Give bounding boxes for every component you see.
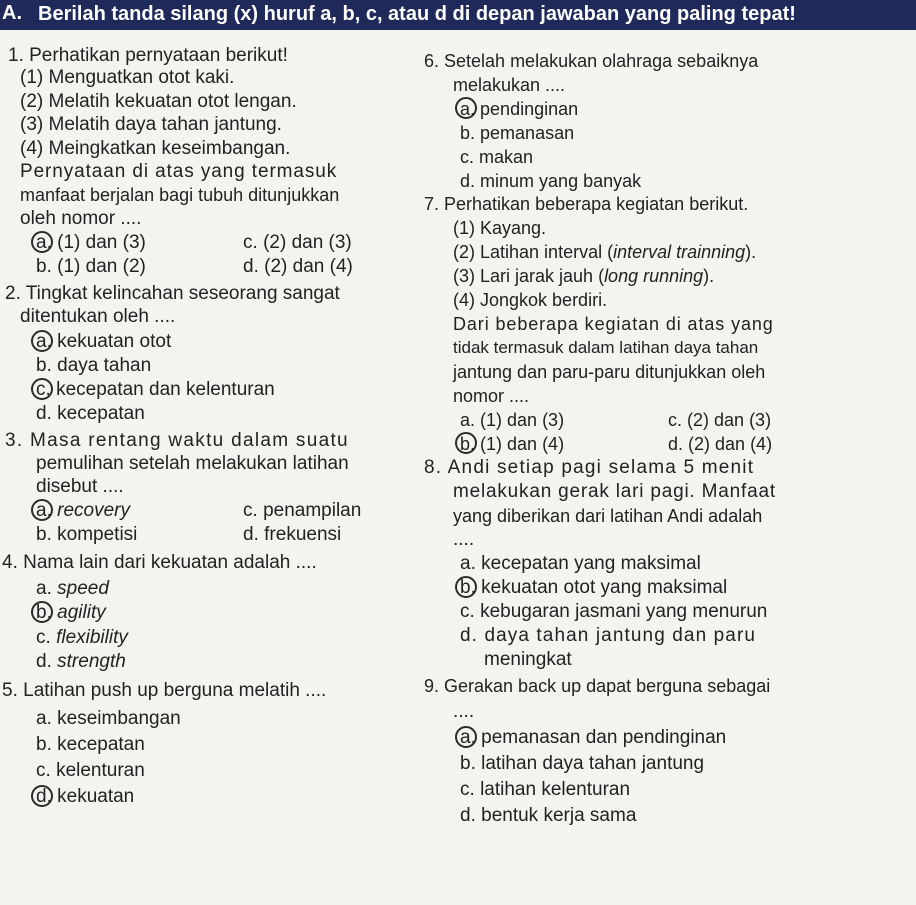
option-a[interactable]: a. pendinginan — [460, 99, 579, 119]
option-c[interactable]: c. kelenturan — [36, 760, 145, 781]
instruction-text: Berilah tanda silang (x) huruf a, b, c, atau d di depan jawaban yang paling tepat! — [38, 3, 796, 25]
statement-item: (2) Latihan interval (interval trainning). — [453, 242, 757, 262]
option-b[interactable]: b. (1) dan (4) — [460, 434, 565, 454]
option-b[interactable]: b. latihan daya tahan jantung — [460, 753, 705, 774]
option-d[interactable]: d. kecepatan — [36, 403, 145, 424]
question-stem: 3. Masa rentang waktu dalam suatu — [5, 430, 349, 451]
question-text: Dari beberapa kegiatan di atas yang — [453, 314, 774, 334]
statement-item: (3) Melatih daya tahan jantung. — [20, 114, 282, 135]
option-a[interactable]: a. kecepatan yang maksimal — [460, 553, 701, 574]
option-d[interactable]: d. kekuatan — [36, 786, 135, 807]
option-c[interactable]: c. latihan kelenturan — [460, 779, 631, 800]
option-d[interactable]: d. strength — [36, 651, 126, 672]
option-b[interactable]: b. daya tahan — [36, 355, 152, 376]
question-stem: 1. Perhatikan pernyataan berikut! — [8, 45, 288, 66]
option-b[interactable]: b. kekuatan otot yang maksimal — [460, 577, 728, 598]
statement-item: (3) Lari jarak jauh (long running). — [453, 266, 715, 286]
option-d[interactable]: d. (2) dan (4) — [668, 434, 773, 454]
question-stem: 6. Setelah melakukan olahraga sebaiknya — [424, 51, 759, 71]
answer-circle-mark: b. — [460, 577, 476, 598]
question-stem: 5. Latihan push up berguna melatih .... — [2, 680, 327, 701]
option-b[interactable]: b. (1) dan (2) — [36, 256, 146, 277]
answer-circle-mark: b. — [36, 602, 52, 623]
question-text: Pernyataan di atas yang termasuk — [20, 161, 338, 182]
option-c[interactable]: c. (2) dan (3) — [243, 232, 352, 253]
question-stem: 9. Gerakan back up dapat berguna sebagai — [424, 676, 771, 696]
question-stem: 2. Tingkat kelincahan seseorang sangat — [5, 283, 340, 304]
question-text: yang diberikan dari latihan Andi adalah — [453, 506, 763, 526]
answer-circle-mark: a. — [460, 99, 476, 119]
answer-circle-mark: a. — [36, 500, 52, 521]
question-text: tidak termasuk dalam latihan daya tahan — [453, 338, 759, 357]
option-b[interactable]: b. pemanasan — [460, 123, 575, 143]
option-c[interactable]: c. flexibility — [36, 627, 128, 648]
option-a[interactable]: a. (1) dan (3) — [460, 410, 565, 430]
option-d[interactable]: d. daya tahan jantung dan paru — [460, 625, 757, 646]
statement-item: (1) Menguatkan otot kaki. — [20, 67, 235, 88]
option-b[interactable]: b. agility — [36, 602, 106, 623]
option-a[interactable]: a. speed — [36, 578, 109, 599]
statement-item: (2) Melatih kekuatan otot lengan. — [20, 91, 297, 112]
question-text: jantung dan paru-paru ditunjukkan oleh — [453, 362, 766, 382]
option-c[interactable]: c. penampilan — [243, 500, 362, 521]
answer-circle-mark: a. — [36, 232, 52, 253]
statement-item: (4) Meingkatkan keseimbangan. — [20, 138, 291, 159]
option-c[interactable]: c. kebugaran jasmani yang menurun — [460, 601, 768, 622]
question-text: ditentukan oleh .... — [20, 306, 176, 327]
question-stem: 4. Nama lain dari kekuatan adalah .... — [2, 552, 317, 573]
option-b[interactable]: b. kecepatan — [36, 734, 145, 755]
option-d[interactable]: d. (2) dan (4) — [243, 256, 353, 277]
option-d-continuation: meningkat — [484, 649, 572, 670]
option-a[interactable]: a. recovery — [36, 500, 130, 521]
statement-item: (4) Jongkok berdiri. — [453, 290, 608, 310]
option-c[interactable]: c. kecepatan dan kelenturan — [36, 379, 275, 400]
section-letter: A. — [2, 2, 22, 24]
option-a[interactable]: a. pemanasan dan pendinginan — [460, 727, 727, 748]
option-b[interactable]: b. kompetisi — [36, 524, 138, 545]
option-d[interactable]: d. frekuensi — [243, 524, 342, 545]
question-text: pemulihan setelah melakukan latihan — [36, 453, 349, 474]
option-a[interactable]: a. (1) dan (3) — [36, 232, 146, 253]
question-text: nomor .... — [453, 386, 530, 406]
answer-circle-mark: a. — [460, 727, 476, 748]
question-text: manfaat berjalan bagi tubuh ditunjukkan — [20, 185, 340, 205]
answer-circle-mark: b. — [460, 434, 476, 454]
option-a[interactable]: a. kekuatan otot — [36, 331, 172, 352]
answer-circle-mark: a. — [36, 331, 52, 352]
question-text: oleh nomor .... — [20, 208, 142, 229]
option-c[interactable]: c. (2) dan (3) — [668, 410, 772, 430]
question-text: .... — [453, 529, 475, 550]
instruction-banner — [0, 0, 916, 30]
option-c[interactable]: c. makan — [460, 147, 534, 167]
question-text: disebut .... — [36, 476, 124, 497]
option-d[interactable]: d. bentuk kerja sama — [460, 805, 637, 826]
question-stem: 8. Andi setiap pagi selama 5 menit — [424, 457, 755, 478]
statement-item: (1) Kayang. — [453, 218, 547, 238]
answer-circle-mark: c. — [36, 379, 51, 400]
option-d[interactable]: d. minum yang banyak — [460, 171, 642, 191]
question-text: melakukan .... — [453, 75, 566, 95]
option-a[interactable]: a. keseimbangan — [36, 708, 181, 729]
question-text: melakukan gerak lari pagi. Manfaat — [453, 481, 776, 502]
answer-circle-mark: d. — [36, 786, 52, 807]
question-stem: 7. Perhatikan beberapa kegiatan berikut. — [424, 194, 749, 214]
question-text: .... — [453, 701, 475, 722]
